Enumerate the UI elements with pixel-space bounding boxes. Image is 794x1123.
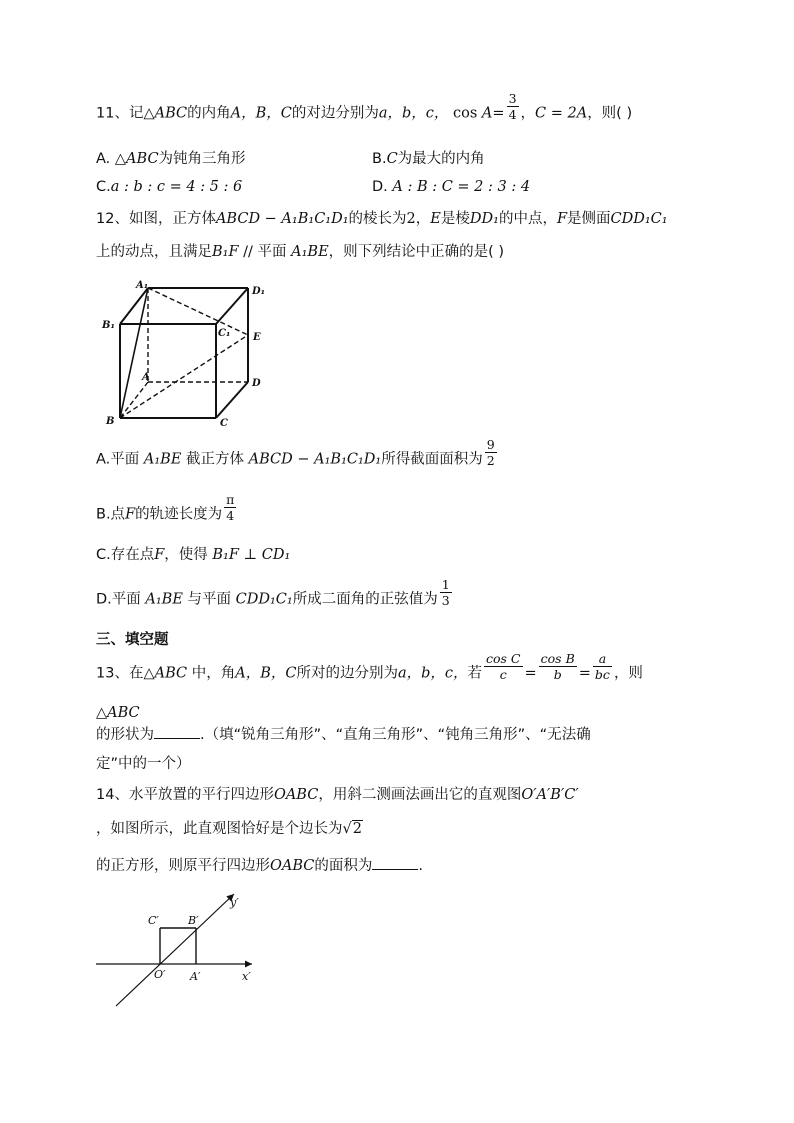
q12-a-fraction: $\frac{9}{2}$: [486, 437, 495, 469]
cube-figure: [96, 278, 276, 430]
q11-option-d: D. A : B : C = 2 : 3 : 4: [372, 179, 531, 195]
label-o-prime: O′: [154, 968, 166, 981]
label-d: D: [252, 378, 261, 389]
q12-d-fraction: $\frac{1}{3}$: [441, 577, 450, 609]
label-b-prime: B′: [188, 914, 199, 927]
q12-stem-line2: 上的动点，且满足B₁F // 平面 A₁BE，则下列结论中正确的是( ): [96, 244, 505, 260]
label-x-prime: x′: [242, 970, 251, 983]
edge-d1-c1: [216, 288, 248, 324]
label-e: E: [253, 332, 261, 343]
segment-b-e: [120, 335, 248, 418]
cube-hidden-edges: [120, 288, 248, 418]
label-b: B: [106, 416, 115, 427]
label-a1: A₁: [136, 280, 149, 291]
label-b1: B₁: [102, 320, 115, 331]
cube-solid-edges: [120, 288, 248, 418]
label-a-prime: A′: [190, 970, 201, 983]
oblique-view-figure: [92, 888, 272, 1010]
q14-stem-line1: 14、水平放置的平行四边形OABC，用斜二测画法画出它的直观图O′A′B′C′: [96, 787, 579, 803]
edge-c-d: [216, 382, 248, 418]
label-c: C: [220, 418, 228, 429]
q11-stem: 11、记△ABC的内角A，B，C的对边分别为a，b，c， cos A= $\frac{3}{4}$ ，C = 2A，则( ): [96, 91, 633, 123]
sqrt-two: √2: [342, 821, 362, 837]
label-c1: C₁: [218, 328, 231, 339]
q13-triangle-line: △ABC: [96, 705, 140, 721]
q13-stem-line3: 的形状为 .（填“锐角三角形”、“直角三角形”、“钝角三角形”、“无法确: [96, 727, 591, 743]
q11-cos-fraction: $\frac{3}{4}$: [508, 91, 517, 123]
q13-fraction-cosc: $\frac{\text{cos C}}{c}$: [486, 651, 521, 683]
q12-option-a: A.平面 A₁BE 截正方体 ABCD − A₁B₁C₁D₁所得截面面积为 $\frac{9}{2}$: [96, 437, 495, 469]
segment-a1-e: [148, 288, 248, 335]
q12-option-c: C.存在点F，使得 B₁F ⊥ CD₁: [96, 547, 291, 563]
label-y-prime: y′: [230, 896, 239, 909]
q11-option-a: A. △ABC为钝角三角形: [96, 151, 246, 167]
y-axis: [116, 894, 234, 1006]
q14-stem-line3: 的正方形，则原平行四边形OABC的面积为 .: [96, 858, 423, 874]
q12-stem-line1: 12、如图，正方体ABCD − A₁B₁C₁D₁的棱长为2，E是棱DD₁的中点，F是侧面CDD₁C₁: [96, 211, 668, 227]
label-a: A: [142, 372, 150, 383]
q12-option-d: D.平面 A₁BE 与平面 CDD₁C₁所成二面角的正弦值为 $\frac{1}{3}$: [96, 577, 450, 609]
q12-option-b: B.点F的轨迹长度为 $\frac{\pi}{4}$: [96, 492, 235, 524]
q14-answer-blank[interactable]: [372, 857, 418, 870]
q11-option-b: B.C为最大的内角: [372, 151, 485, 167]
q11-option-c: C.a : b : c = 4 : 5 : 6: [96, 179, 243, 195]
q13-fraction-a-bc: $\frac{a}{bc}$: [594, 651, 610, 683]
label-c-prime: C′: [148, 914, 159, 927]
q13-stem-line4: 定”中的一个）: [96, 756, 191, 772]
q13-stem-line1: 13、在△ABC 中，角A，B，C所对的边分别为a，b，c，若 $\frac{\text{cos C}}{c}$ = $\frac{\text{cos B}}{b}$ = $\frac{a}{bc}$ ，则: [96, 651, 643, 683]
section-title: 三、填空题: [96, 632, 169, 648]
q13-answer-blank[interactable]: [154, 726, 200, 739]
q12-b-fraction: $\frac{\pi}{4}$: [226, 492, 235, 524]
q14-stem-line2: ，如图所示，此直观图恰好是个边长为√2: [96, 821, 362, 837]
q13-fraction-cosb: $\frac{\text{cos B}}{b}$: [540, 651, 575, 683]
label-d1: D₁: [252, 286, 266, 297]
